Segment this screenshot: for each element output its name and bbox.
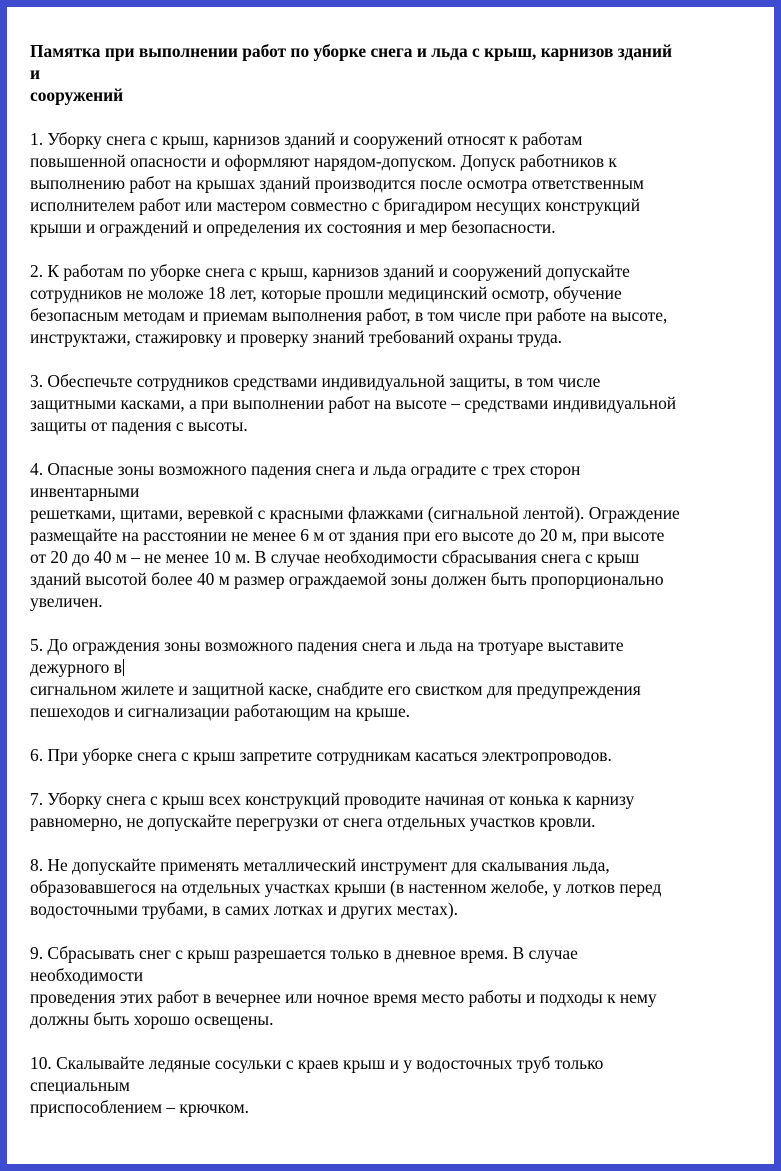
title-line: Памятка при выполнении работ по уборке снега и льда с крыш, карнизов зданий — [30, 41, 672, 61]
text-line: 9. Сбрасывать снег с крыш разрешается только в дневное время. В случае — [30, 943, 578, 963]
text-line: 5. До ограждения зоны возможного падения снега и льда на тротуаре выставите — [30, 635, 624, 655]
text-line: 1. Уборку снега с крыш, карнизов зданий и сооружений относят к работам — [30, 129, 583, 149]
text-line: 8. Не допускайте применять металлический инструмент для скалывания льда, — [30, 855, 610, 875]
text-line: проведения этих работ в вечернее или ночное время место работы и подходы к нему — [30, 987, 657, 1007]
paragraph-9 — [30, 942, 760, 1030]
paragraph-5 — [30, 634, 760, 722]
document-page — [7, 7, 774, 1164]
text-line: повышенной опасности и оформляют нарядом-допуском. Допуск работников к — [30, 151, 617, 171]
text-line: должны быть хорошо освещены. — [30, 1009, 274, 1029]
paragraph-6 — [30, 744, 760, 766]
text-line: специальным — [30, 1075, 130, 1095]
text-line: выполнению работ на крышах зданий производится после осмотра ответственным — [30, 173, 644, 193]
document-body[interactable] — [30, 40, 760, 1140]
text-line: необходимости — [30, 965, 144, 985]
text-line: водосточными трубами, в самих лотках и других местах). — [30, 899, 458, 919]
paragraph-4 — [30, 458, 760, 612]
text-line: инвентарными — [30, 481, 140, 501]
text-line: крыши и ограждений и определения их состояния и мер безопасности. — [30, 217, 556, 237]
text-line: 2. К работам по уборке снега с крыш, карнизов зданий и сооружений допускайте — [30, 261, 630, 281]
text-line-with-caret — [30, 656, 760, 678]
paragraph-1 — [30, 128, 760, 238]
text-line: исполнителем работ или мастером совместно с бригадиром несущих конструкций — [30, 195, 641, 215]
text-line: защитными касками, а при выполнении работ на высоте – средствами индивидуальной — [30, 393, 677, 413]
text-line: равномерно, не допускайте перегрузки от снега отдельных участков кровли. — [30, 811, 596, 831]
text-line: сигнальном жилете и защитной каске, снабдите его свистком для предупреждения — [30, 679, 641, 699]
text-line: 3. Обеспечьте сотрудников средствами индивидуальной защиты, в том числе — [30, 371, 601, 391]
paragraph-10 — [30, 1052, 760, 1118]
text-cursor-icon — [123, 659, 124, 676]
paragraph-3 — [30, 370, 760, 436]
text-line: 7. Уборку снега с крыш всех конструкций проводите начиная от конька к карнизу — [30, 789, 635, 809]
text-line: размещайте на расстоянии не менее 6 м от здания при его высоте до 20 м, при высоте — [30, 525, 665, 545]
paragraph-7 — [30, 788, 760, 832]
paragraph-2 — [30, 260, 760, 348]
text-line: пешеходов и сигнализации работающим на крыше. — [30, 701, 411, 721]
text-line: зданий высотой более 40 м размер ограждаемой зоны должен быть пропорционально — [30, 569, 664, 589]
text-line: безопасным методам и приемам выполнения работ, в том числе при работе на высоте, — [30, 305, 668, 325]
text-line: решетками, щитами, веревкой с красными флажками (сигнальной лентой). Ограждение — [30, 503, 680, 523]
text-line: приспособлением – крючком. — [30, 1097, 249, 1117]
title-line: и — [30, 63, 41, 83]
text-line: 10. Скалывайте ледяные сосульки с краев крыш и у водосточных труб только — [30, 1053, 604, 1073]
title-line: сооружений — [30, 85, 124, 105]
paragraph-8 — [30, 854, 760, 920]
text-line: дежурного в — [30, 657, 122, 677]
text-line: образовавшегося на отдельных участках крыши (в настенном желобе, у лотков перед — [30, 877, 662, 897]
text-line: 4. Опасные зоны возможного падения снега и льда оградите с трех сторон — [30, 459, 581, 479]
text-line: увеличен. — [30, 591, 103, 611]
text-line: 6. При уборке снега с крыш запретите сотрудникам касаться электропроводов. — [30, 745, 612, 765]
text-line: сотрудников не моложе 18 лет, которые прошли медицинский осмотр, обучение — [30, 283, 622, 303]
text-line: инструктажи, стажировку и проверку знаний требований охраны труда. — [30, 327, 563, 347]
document-title — [30, 40, 760, 106]
text-line: от 20 до 40 м – не менее 10 м. В случае необходимости сбрасывания снега с крыш — [30, 547, 640, 567]
text-line: защиты от падения с высоты. — [30, 415, 248, 435]
